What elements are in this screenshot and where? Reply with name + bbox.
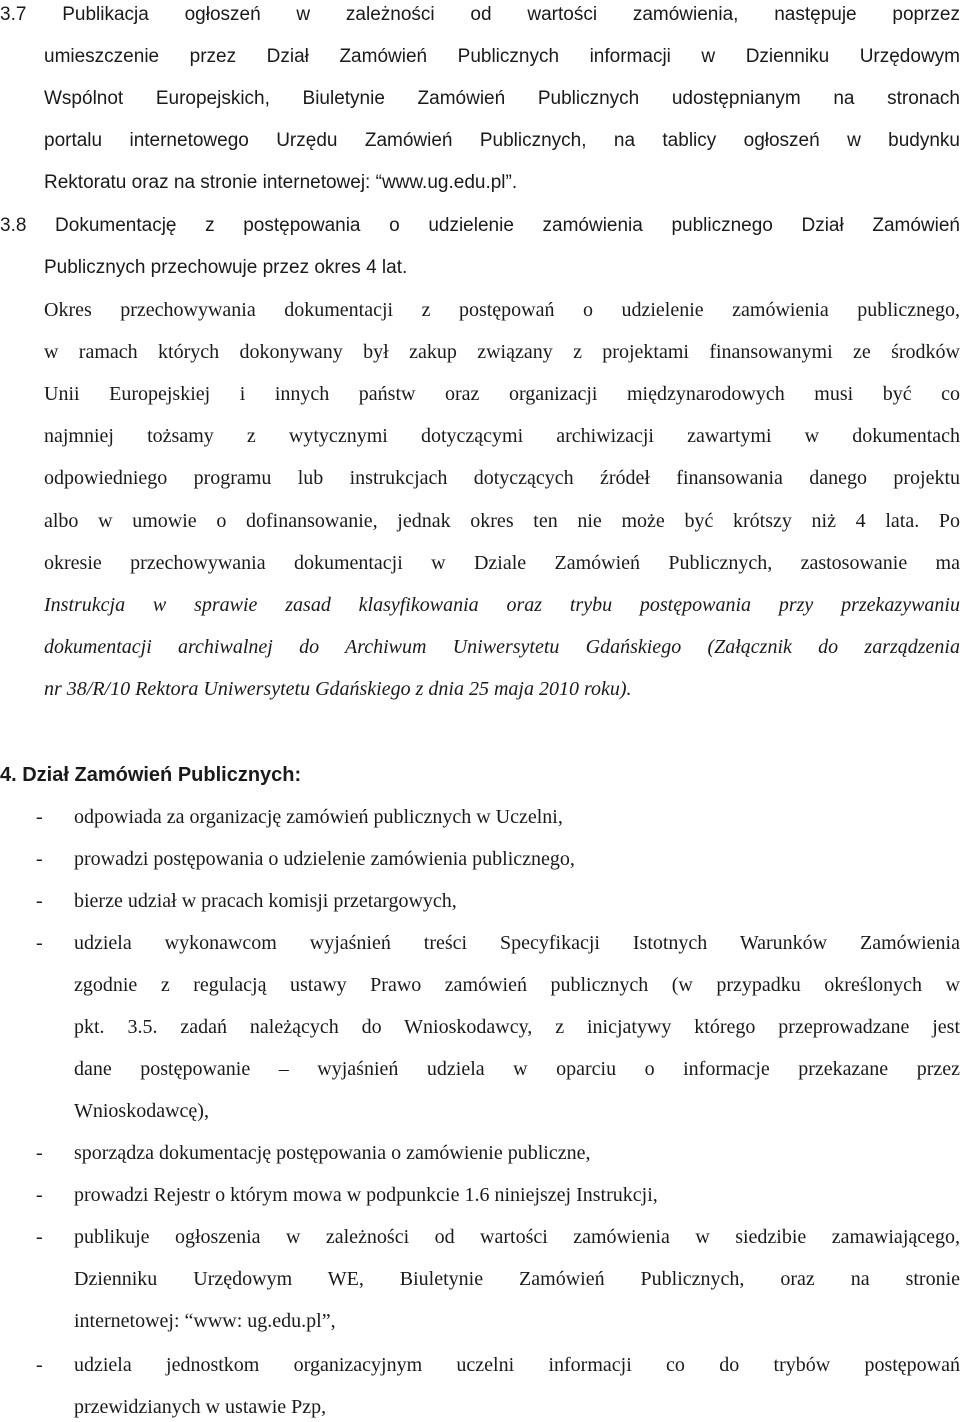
dash-bullet: - [36, 890, 43, 912]
list-item-line: prowadzi postępowania o udzielenie zamówienia publicznego, [74, 848, 575, 870]
dash-bullet: - [36, 1354, 43, 1376]
paragraph-line: w ramach których dokonywany był zakup związany z projektami finansowanymi ze środków [44, 341, 960, 363]
dash-bullet: - [36, 848, 43, 870]
paragraph-line: Okres przechowywania dokumentacji z postępowań o udzielenie zamówienia publicznego, [44, 299, 960, 321]
dash-bullet: - [36, 1184, 43, 1206]
list-item-line: udziela wykonawcom wyjaśnień treści Specyfikacji Istotnych Warunków Zamówienia [74, 932, 960, 954]
list-item-line: zgodnie z regulacją ustawy Prawo zamówień publicznych (w przypadku określonych w [74, 974, 960, 996]
paragraph-line: odpowiedniego programu lub instrukcjach dotyczących źródeł finansowania danego projektu [44, 467, 960, 489]
list-item-line: sporządza dokumentację postępowania o zamówienie publiczne, [74, 1142, 591, 1164]
section-heading: 4. Dział Zamówień Publicznych: [0, 764, 302, 786]
italic-line: dokumentacji archiwalnej do Archiwum Uniwersytetu Gdańskiego (Załącznik do zarządzenia [44, 636, 960, 658]
paragraph-line: albo w umowie o dofinansowanie, jednak okres ten nie może być krótszy niż 4 lata. Po [44, 510, 960, 532]
list-item-line: internetowej: “www: ug.edu.pl”, [74, 1310, 336, 1332]
list-item-line: prowadzi Rejestr o którym mowa w podpunkcie 1.6 niniejszej Instrukcji, [74, 1184, 658, 1206]
list-item-line: pkt. 3.5. zadań należących do Wnioskodawcy, z inicjatywy którego przeprowadzane jest [74, 1016, 960, 1038]
italic-line: nr 38/R/10 Rektora Uniwersytetu Gdańskiego z dnia 25 maja 2010 roku). [44, 678, 632, 700]
italic-line: Instrukcja w sprawie zasad klasyfikowania oraz trybu postępowania przy przekazywaniu [44, 594, 960, 616]
paragraph-line: Publicznych przechowuje przez okres 4 lat. [44, 257, 408, 278]
paragraph-line: Wspólnot Europejskich, Biuletynie Zamówień Publicznych udostępnianym na stronach [44, 88, 960, 109]
dash-bullet: - [36, 1226, 43, 1248]
list-item-line: publikuje ogłoszenia w zależności od wartości zamówienia w siedzibie zamawiającego, [74, 1226, 960, 1248]
dash-bullet: - [36, 1142, 43, 1164]
paragraph-line: okresie przechowywania dokumentacji w Dziale Zamówień Publicznych, zastosowanie ma [44, 552, 960, 574]
paragraph-line: umieszczenie przez Dział Zamówień Publicznych informacji w Dzienniku Urzędowym [44, 46, 960, 67]
paragraph-line: Unii Europejskiej i innych państw oraz organizacji międzynarodowych musi być co [44, 383, 960, 405]
paragraph-line: portalu internetowego Urzędu Zamówień Publicznych, na tablicy ogłoszeń w budynku [44, 130, 960, 151]
paragraph-line: 3.7 Publikacja ogłoszeń w zależności od wartości zamówienia, następuje poprzez [0, 4, 960, 25]
list-item-line: bierze udział w pracach komisji przetargowych, [74, 890, 457, 912]
list-item-line: udziela jednostkom organizacyjnym uczelni informacji co do trybów postępowań [74, 1354, 960, 1376]
list-item-line: dane postępowanie – wyjaśnień udziela w oparciu o informacje przekazane przez [74, 1058, 960, 1080]
list-item-line: przewidzianych w ustawie Pzp, [74, 1396, 327, 1418]
list-item-line: Dzienniku Urzędowym WE, Biuletynie Zamówień Publicznych, oraz na stronie [74, 1268, 960, 1290]
paragraph-line: 3.8 Dokumentację z postępowania o udzielenie zamówienia publicznego Dział Zamówień [0, 215, 960, 236]
dash-bullet: - [36, 806, 43, 828]
list-item-line: Wnioskodawcę), [74, 1100, 209, 1122]
paragraph-line: najmniej tożsamy z wytycznymi dotyczącymi archiwizacji zawartymi w dokumentach [44, 425, 960, 447]
list-item-line: odpowiada za organizację zamówień publicznych w Uczelni, [74, 806, 563, 828]
dash-bullet: - [36, 932, 43, 954]
paragraph-line: Rektoratu oraz na stronie internetowej: “www.ug.edu.pl”. [44, 172, 518, 193]
